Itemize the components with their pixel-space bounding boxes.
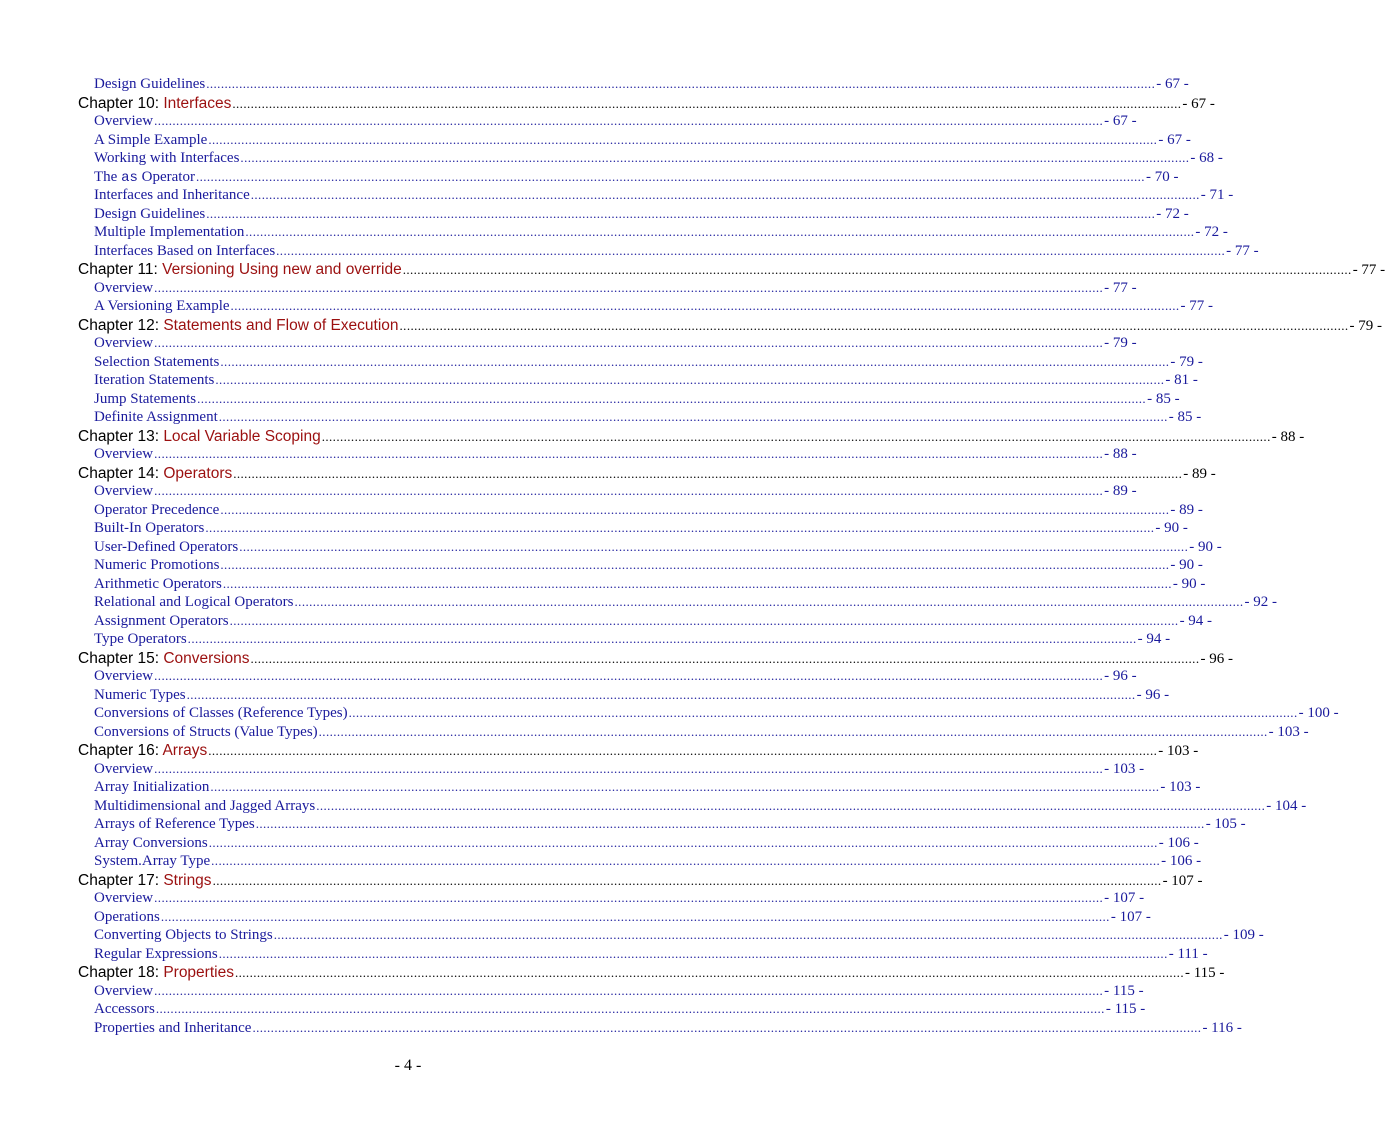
section-title: Conversions of Classes (Reference Types) bbox=[94, 705, 348, 721]
section-title: Regular Expressions bbox=[94, 945, 218, 962]
page-ref: - 100 - bbox=[1298, 705, 1339, 721]
page-ref: - 77 - bbox=[1352, 262, 1385, 278]
page-ref: - 79 - bbox=[1170, 353, 1203, 370]
chapter-name: Arrays bbox=[162, 742, 208, 759]
page-ref: - 107 - bbox=[1110, 908, 1151, 925]
section-title: User-Defined Operators bbox=[94, 538, 239, 555]
chapter-name: Properties bbox=[163, 964, 234, 981]
dot-leader: .................................................................................................................................................................................................................................................................... bbox=[239, 538, 1189, 554]
page-ref: - 109 - bbox=[1223, 927, 1264, 943]
dot-leader: .................................................................................................................................................................................................................................................................... bbox=[240, 150, 1190, 165]
section-title: System.Array Type bbox=[94, 853, 211, 869]
page-ref: - 89 - bbox=[1183, 465, 1216, 482]
toc-section-link[interactable] bbox=[78, 150, 1223, 169]
page-ref: - 90 - bbox=[1189, 538, 1222, 555]
page-ref: - 104 - bbox=[1266, 797, 1307, 814]
page-ref: - 106 - bbox=[1158, 834, 1199, 851]
page-ref: - 72 - bbox=[1156, 205, 1189, 222]
dot-leader: .................................................................................................................................................................................................................................................................... bbox=[215, 372, 1165, 387]
dot-leader: .................................................................................................................................................................................................................................................................... bbox=[273, 927, 1223, 942]
page-ref: - 72 - bbox=[1195, 224, 1228, 240]
dot-leader: .................................................................................................................................................................................................................................................................... bbox=[232, 95, 1182, 111]
toc-chapter-link[interactable] bbox=[78, 964, 1225, 983]
section-title-code: as bbox=[121, 169, 138, 186]
page-ref: - 90 - bbox=[1155, 520, 1188, 536]
section-title: Interfaces Based on Interfaces bbox=[94, 242, 276, 259]
toc-section-link[interactable] bbox=[78, 575, 1206, 595]
section-title: Iteration Statements bbox=[94, 372, 215, 388]
dot-leader: .................................................................................................................................................................................................................................................................... bbox=[154, 113, 1104, 128]
page-ref: - 71 - bbox=[1200, 187, 1234, 203]
page-ref: - 90 - bbox=[1170, 557, 1203, 573]
page-number: - 4 - bbox=[394, 1057, 422, 1074]
dot-leader: .................................................................................................................................................................................................................................................................... bbox=[154, 279, 1104, 295]
section-title: Overview bbox=[94, 760, 154, 777]
page-ref: - 92 - bbox=[1244, 594, 1278, 610]
chapter-title bbox=[78, 95, 231, 113]
page-ref: - 94 - bbox=[1179, 612, 1213, 629]
dot-leader: .................................................................................................................................................................................................................................................................... bbox=[154, 668, 1104, 683]
chapter-name: Strings bbox=[163, 871, 212, 889]
page-ref: - 89 - bbox=[1104, 483, 1137, 499]
section-title: Conversions of Structs (Value Types) bbox=[94, 723, 318, 740]
dot-leader: .................................................................................................................................................................................................................................................................... bbox=[222, 575, 1172, 591]
toc-section-link[interactable] bbox=[78, 390, 1180, 410]
toc-section-link[interactable] bbox=[78, 242, 1259, 262]
dot-leader: .................................................................................................................................................................................................................................................................... bbox=[318, 723, 1268, 739]
toc-section-link[interactable] bbox=[78, 1001, 1146, 1020]
dot-leader: .................................................................................................................................................................................................................................................................... bbox=[399, 317, 1349, 333]
chapter-title bbox=[78, 317, 399, 335]
toc-section-link[interactable] bbox=[78, 594, 1278, 613]
toc-chapter-link[interactable] bbox=[78, 427, 1305, 447]
dot-leader: .................................................................................................................................................................................................................................................................... bbox=[187, 631, 1137, 646]
dot-leader: .................................................................................................................................................................................................................................................................... bbox=[195, 168, 1145, 184]
toc-section-link[interactable] bbox=[78, 816, 1246, 835]
section-title: Built-In Operators bbox=[94, 520, 205, 536]
page-ref: - 103 - bbox=[1158, 743, 1199, 759]
toc-chapter-link[interactable] bbox=[78, 871, 1203, 891]
dot-leader: .................................................................................................................................................................................................................................................................... bbox=[348, 705, 1298, 720]
section-title: Array Initialization bbox=[94, 779, 210, 795]
section-title: Operations bbox=[94, 908, 160, 925]
page-ref: - 81 - bbox=[1165, 372, 1198, 388]
page-ref: - 96 - bbox=[1136, 686, 1170, 703]
section-title: Working with Interfaces bbox=[94, 150, 240, 166]
section-title: Arithmetic Operators bbox=[94, 575, 222, 592]
page-ref: - 88 - bbox=[1271, 428, 1305, 445]
chapter-title bbox=[78, 872, 212, 890]
page-ref: - 67 - bbox=[1182, 95, 1215, 112]
page-ref: - 89 - bbox=[1170, 501, 1203, 518]
dot-leader: .................................................................................................................................................................................................................................................................... bbox=[154, 335, 1104, 350]
page-ref: - 70 - bbox=[1145, 168, 1179, 185]
toc-section-link[interactable] bbox=[78, 76, 1189, 95]
toc-section-link[interactable] bbox=[78, 187, 1234, 206]
page-ref: - 107 - bbox=[1162, 872, 1203, 889]
chapter-title bbox=[78, 465, 232, 483]
section-title: Operator Precedence bbox=[94, 501, 220, 518]
chapter-name: Conversions bbox=[163, 649, 250, 667]
page-ref: - 111 - bbox=[1168, 945, 1208, 962]
dot-leader: .................................................................................................................................................................................................................................................................... bbox=[321, 428, 1271, 444]
page-ref: - 77 - bbox=[1226, 242, 1259, 259]
page-ref: - 107 - bbox=[1104, 890, 1145, 906]
dot-leader: .................................................................................................................................................................................................................................................................... bbox=[234, 965, 1184, 980]
section-title: Properties and Inheritance bbox=[94, 1019, 252, 1036]
toc-section-link[interactable] bbox=[78, 298, 1214, 317]
page-ref: - 94 - bbox=[1137, 631, 1171, 647]
chapter-number: Chapter 16: bbox=[78, 742, 163, 759]
page-ref: - 79 - bbox=[1349, 317, 1383, 334]
dot-leader: .................................................................................................................................................................................................................................................................... bbox=[205, 520, 1155, 535]
toc-section-link[interactable] bbox=[78, 927, 1264, 946]
dot-leader: .................................................................................................................................................................................................................................................................... bbox=[197, 390, 1147, 406]
dot-leader: .................................................................................................................................................................................................................................................................... bbox=[255, 816, 1205, 831]
toc-section-link[interactable] bbox=[78, 168, 1179, 188]
dot-leader: .................................................................................................................................................................................................................................................................... bbox=[154, 982, 1104, 998]
toc-chapter-link[interactable] bbox=[78, 261, 1385, 280]
page-ref: - 79 - bbox=[1104, 335, 1137, 351]
toc-chapter-link[interactable] bbox=[78, 316, 1383, 336]
section-title: Overview bbox=[94, 113, 154, 129]
dot-leader: .................................................................................................................................................................................................................................................................... bbox=[160, 908, 1110, 924]
chapter-title bbox=[78, 650, 249, 668]
toc-section-link[interactable] bbox=[78, 446, 1137, 465]
section-title: A Versioning Example bbox=[94, 298, 230, 314]
dot-leader: .................................................................................................................................................................................................................................................................... bbox=[206, 205, 1156, 221]
page-ref: - 106 - bbox=[1161, 853, 1202, 869]
chapter-title bbox=[78, 742, 207, 760]
page-ref: - 85 - bbox=[1147, 390, 1180, 407]
page-ref: - 105 - bbox=[1205, 816, 1246, 832]
page-ref: - 96 - bbox=[1104, 668, 1137, 684]
dot-leader: .................................................................................................................................................................................................................................................................... bbox=[154, 760, 1104, 776]
toc-section-link[interactable] bbox=[78, 131, 1191, 151]
section-title: Overview bbox=[94, 668, 154, 684]
section-title: Accessors bbox=[94, 1001, 155, 1017]
toc-chapter-link[interactable] bbox=[78, 649, 1233, 669]
chapter-name: Versioning Using new and override bbox=[162, 261, 402, 278]
page-ref: - 96 - bbox=[1200, 650, 1233, 667]
dot-leader: .................................................................................................................................................................................................................................................................... bbox=[252, 1019, 1202, 1035]
dot-leader: .................................................................................................................................................................................................................................................................... bbox=[154, 483, 1104, 498]
chapter-number: Chapter 15: bbox=[78, 649, 164, 667]
dot-leader: .................................................................................................................................................................................................................................................................... bbox=[220, 557, 1170, 572]
dot-leader: .................................................................................................................................................................................................................................................................... bbox=[210, 779, 1160, 794]
page-ref: - 88 - bbox=[1104, 446, 1137, 462]
toc-section-link[interactable] bbox=[78, 668, 1137, 687]
dot-leader: .................................................................................................................................................................................................................................................................... bbox=[250, 187, 1200, 202]
section-title: Multiple Implementation bbox=[94, 224, 245, 240]
chapter-number: Chapter 17: bbox=[78, 871, 164, 889]
page-ref: - 103 - bbox=[1104, 760, 1145, 777]
section-title: Converting Objects to Strings bbox=[94, 927, 273, 943]
dot-leader: .................................................................................................................................................................................................................................................................... bbox=[212, 872, 1162, 888]
dot-leader: .................................................................................................................................................................................................................................................................... bbox=[208, 131, 1158, 147]
dot-leader: .................................................................................................................................................................................................................................................................... bbox=[402, 262, 1352, 277]
toc-chapter-link[interactable] bbox=[78, 94, 1215, 114]
toc-section-link[interactable] bbox=[78, 557, 1203, 576]
toc-section-link[interactable] bbox=[78, 890, 1145, 909]
toc-section-link[interactable] bbox=[78, 686, 1170, 706]
toc-section-link[interactable] bbox=[78, 335, 1137, 354]
toc-section-link[interactable] bbox=[78, 483, 1137, 502]
toc-section-link[interactable] bbox=[78, 205, 1189, 225]
section-title: Design Guidelines bbox=[94, 205, 206, 222]
dot-leader: .................................................................................................................................................................................................................................................................... bbox=[294, 594, 1244, 609]
section-title: Array Conversions bbox=[94, 834, 208, 851]
page-ref: - 85 - bbox=[1168, 409, 1202, 425]
page-ref: - 77 - bbox=[1104, 279, 1137, 296]
section-title: Overview bbox=[94, 279, 154, 296]
page-ref: - 67 - bbox=[1104, 113, 1137, 129]
page-ref: - 115 - bbox=[1105, 1001, 1146, 1017]
page-ref: - 68 - bbox=[1190, 150, 1223, 166]
section-title: Numeric Types bbox=[94, 686, 186, 703]
section-title: Numeric Promotions bbox=[94, 557, 220, 573]
dot-leader: .................................................................................................................................................................................................................................................................... bbox=[186, 686, 1136, 702]
toc-chapter-link[interactable] bbox=[78, 464, 1216, 484]
dot-leader: .................................................................................................................................................................................................................................................................... bbox=[229, 612, 1179, 628]
toc-section-link[interactable] bbox=[78, 279, 1137, 299]
section-title: Assignment Operators bbox=[94, 612, 229, 629]
chapter-title bbox=[78, 261, 402, 279]
dot-leader: .................................................................................................................................................................................................................................................................... bbox=[218, 945, 1168, 961]
toc-section-link[interactable] bbox=[78, 982, 1144, 1002]
section-title-part: Operator bbox=[137, 168, 195, 185]
page-ref: - 103 - bbox=[1268, 723, 1309, 740]
dot-leader: .................................................................................................................................................................................................................................................................... bbox=[206, 76, 1156, 91]
chapter-title bbox=[78, 428, 321, 446]
toc-section-link[interactable] bbox=[78, 520, 1188, 539]
section-title: A Simple Example bbox=[94, 131, 208, 148]
section-title: Design Guidelines bbox=[94, 76, 206, 92]
toc-section-link[interactable] bbox=[78, 224, 1228, 243]
toc-section-link[interactable] bbox=[78, 372, 1198, 391]
dot-leader: .................................................................................................................................................................................................................................................................... bbox=[208, 743, 1158, 758]
toc-section-link[interactable] bbox=[78, 501, 1203, 521]
dot-leader: .................................................................................................................................................................................................................................................................... bbox=[154, 890, 1104, 905]
chapter-number: Chapter 18: bbox=[78, 964, 164, 981]
section-title: Relational and Logical Operators bbox=[94, 594, 294, 610]
toc-section-link[interactable] bbox=[78, 409, 1202, 428]
section-title bbox=[94, 169, 195, 186]
chapter-name: Statements and Flow of Execution bbox=[163, 316, 399, 334]
section-title: Overview bbox=[94, 982, 154, 999]
page-ref: - 115 - bbox=[1184, 965, 1225, 981]
section-title: Selection Statements bbox=[94, 353, 220, 370]
toc-section-link[interactable] bbox=[78, 853, 1202, 872]
section-title: Arrays of Reference Types bbox=[94, 816, 255, 832]
chapter-number: Chapter 10: bbox=[78, 94, 164, 112]
section-title: Interfaces and Inheritance bbox=[94, 187, 250, 203]
section-title: Overview bbox=[94, 335, 154, 351]
chapter-name: Operators bbox=[163, 464, 233, 482]
page-ref: - 67 - bbox=[1156, 76, 1189, 92]
toc-section-link[interactable] bbox=[78, 612, 1213, 632]
page-ref: - 77 - bbox=[1180, 298, 1214, 314]
toc-section-link[interactable] bbox=[78, 779, 1201, 798]
chapter-number: Chapter 12: bbox=[78, 316, 164, 334]
dot-leader: .................................................................................................................................................................................................................................................................... bbox=[218, 409, 1168, 424]
section-title-part: The bbox=[94, 168, 122, 185]
section-title: Jump Statements bbox=[94, 390, 197, 407]
toc-section-link[interactable] bbox=[78, 631, 1171, 650]
page-ref: - 116 - bbox=[1202, 1019, 1242, 1036]
toc-section-link[interactable] bbox=[78, 705, 1339, 724]
toc-section-link[interactable] bbox=[78, 1019, 1242, 1039]
section-title: Multidimensional and Jagged Arrays bbox=[94, 797, 316, 814]
page-ref: - 67 - bbox=[1158, 131, 1191, 148]
toc-section-link[interactable] bbox=[78, 834, 1199, 854]
chapter-number: Chapter 14: bbox=[78, 464, 164, 482]
dot-leader: .................................................................................................................................................................................................................................................................... bbox=[155, 1001, 1105, 1016]
dot-leader: .................................................................................................................................................................................................................................................................... bbox=[250, 650, 1200, 666]
dot-leader: .................................................................................................................................................................................................................................................................... bbox=[316, 797, 1266, 813]
dot-leader: .................................................................................................................................................................................................................................................................... bbox=[233, 465, 1183, 481]
toc-section-link[interactable] bbox=[78, 538, 1222, 558]
toc-section-link[interactable] bbox=[78, 945, 1208, 965]
table-of-contents bbox=[78, 76, 1385, 1038]
toc-chapter-link[interactable] bbox=[78, 742, 1199, 761]
dot-leader: .................................................................................................................................................................................................................................................................... bbox=[220, 353, 1170, 369]
toc-section-link[interactable] bbox=[78, 723, 1309, 743]
toc-section-link[interactable] bbox=[78, 908, 1151, 928]
chapter-name: Local Variable Scoping bbox=[163, 427, 321, 445]
section-title: Overview bbox=[94, 890, 154, 906]
section-title: Overview bbox=[94, 483, 154, 499]
dot-leader: .................................................................................................................................................................................................................................................................... bbox=[230, 298, 1180, 313]
dot-leader: .................................................................................................................................................................................................................................................................... bbox=[208, 834, 1158, 850]
chapter-name: Interfaces bbox=[163, 94, 232, 112]
chapter-number: Chapter 11: bbox=[78, 261, 163, 278]
section-title: Overview bbox=[94, 446, 154, 462]
toc-section-link[interactable] bbox=[78, 113, 1137, 132]
chapter-number: Chapter 13: bbox=[78, 427, 164, 445]
dot-leader: .................................................................................................................................................................................................................................................................... bbox=[276, 242, 1226, 258]
toc-section-link[interactable] bbox=[78, 353, 1203, 373]
toc-section-link[interactable] bbox=[78, 797, 1307, 817]
dot-leader: .................................................................................................................................................................................................................................................................... bbox=[245, 224, 1195, 239]
page-ref: - 115 - bbox=[1104, 982, 1144, 999]
dot-leader: .................................................................................................................................................................................................................................................................... bbox=[220, 501, 1170, 517]
section-title: Definite Assignment bbox=[94, 409, 218, 425]
page-ref: - 90 - bbox=[1172, 575, 1206, 592]
toc-section-link[interactable] bbox=[78, 760, 1145, 780]
chapter-title bbox=[78, 964, 234, 982]
dot-leader: .................................................................................................................................................................................................................................................................... bbox=[154, 446, 1104, 461]
section-title: Type Operators bbox=[94, 631, 187, 647]
dot-leader: .................................................................................................................................................................................................................................................................... bbox=[211, 853, 1161, 868]
page-ref: - 103 - bbox=[1160, 779, 1201, 795]
